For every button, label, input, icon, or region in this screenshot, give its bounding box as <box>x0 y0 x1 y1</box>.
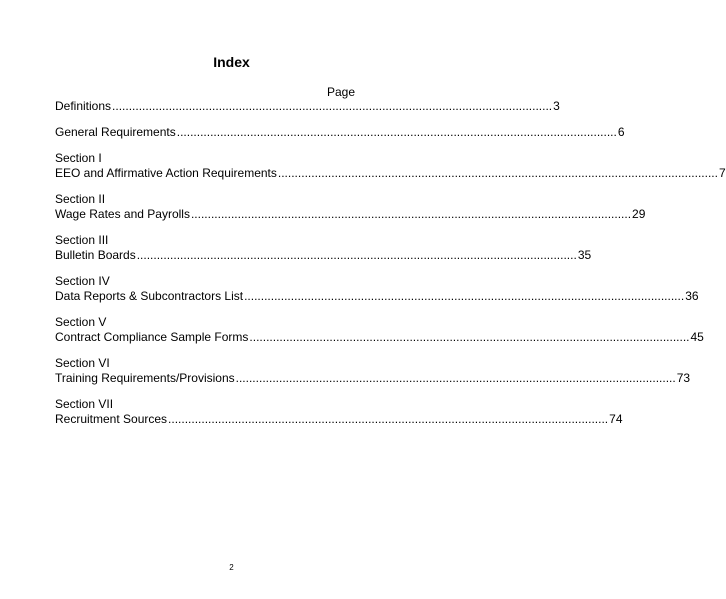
index-line <box>55 125 625 141</box>
entry-page-number: 3 <box>553 99 560 113</box>
section-label: Section III <box>55 233 109 247</box>
index-line <box>55 207 646 223</box>
section-label: Section I <box>55 151 102 165</box>
dot-leader: .................................................................................................................................... <box>168 412 609 426</box>
entry-page-number: 45 <box>690 330 704 344</box>
dot-leader: .................................................................................................................................... <box>249 330 690 344</box>
entry-page-number: 35 <box>577 248 592 262</box>
dot-leader: .................................................................................................................................... <box>190 207 632 221</box>
index-entry <box>55 192 646 223</box>
page-title: Index <box>213 54 250 70</box>
dot-leader: .................................................................................................................................... <box>176 125 617 139</box>
index-entries <box>55 99 726 438</box>
dot-leader: .................................................................................................................................... <box>244 289 685 303</box>
footer-page-number: 2 <box>229 563 234 572</box>
index-line <box>55 330 704 346</box>
entry-title: Training Requirements/Provisions <box>55 371 235 385</box>
entry-page-number: 36 <box>685 289 699 303</box>
entry-title: Definitions <box>55 99 112 113</box>
index-entry <box>55 233 592 264</box>
index-entry <box>55 99 560 115</box>
page-column-header: Page <box>326 85 355 99</box>
dot-leader: .................................................................................................................................... <box>112 99 553 113</box>
index-entry <box>55 151 726 182</box>
entry-title: EEO and Affirmative Action Requirements <box>55 166 277 180</box>
index-line <box>55 371 691 387</box>
dot-leader: .................................................................................................................................... <box>277 166 718 180</box>
section-label: Section VI <box>55 356 110 370</box>
index-line <box>55 412 623 428</box>
entry-page-number: 73 <box>676 371 691 385</box>
index-line <box>55 166 726 182</box>
entry-page-number: 6 <box>617 125 625 139</box>
entry-page-number: 7 <box>718 166 726 180</box>
index-entry <box>55 315 704 346</box>
index-entry <box>55 397 623 428</box>
entry-page-number: 74 <box>609 412 623 426</box>
index-entry <box>55 356 691 387</box>
section-label: Section VII <box>55 397 114 411</box>
dot-leader: .................................................................................................................................... <box>136 248 577 262</box>
index-line <box>55 248 592 264</box>
index-line <box>55 99 560 115</box>
entry-title: Contract Compliance Sample Forms <box>55 330 249 344</box>
entry-title: General Requirements <box>55 125 176 139</box>
section-label: Section II <box>55 192 106 206</box>
entry-title: Wage Rates and Payrolls <box>55 207 190 221</box>
section-label: Section V <box>55 315 107 329</box>
section-label: Section IV <box>55 274 110 288</box>
index-line <box>55 289 699 305</box>
entry-title: Recruitment Sources <box>55 412 168 426</box>
entry-title: Bulletin Boards <box>55 248 136 262</box>
entry-title: Data Reports & Subcontractors List <box>55 289 244 303</box>
index-entry <box>55 274 699 305</box>
dot-leader: .................................................................................................................................... <box>235 371 676 385</box>
entry-page-number: 29 <box>632 207 646 221</box>
index-entry <box>55 125 625 141</box>
